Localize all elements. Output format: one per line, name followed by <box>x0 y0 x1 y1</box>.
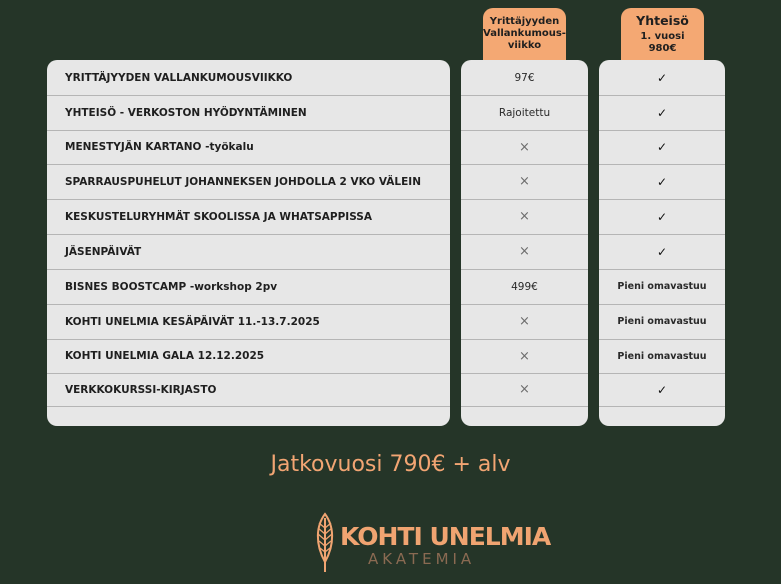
plan-community-price: 980€ <box>648 43 677 54</box>
plan-header-week <box>483 8 566 62</box>
community-plan-value: Pieni omavastuu <box>617 281 707 292</box>
feature-label: KOHTI UNELMIA GALA 12.12.2025 <box>65 350 265 362</box>
community-row <box>599 304 725 340</box>
feature-label: KOHTI UNELMIA KESÄPÄIVÄT 11.-13.7.2025 <box>65 315 320 328</box>
feature-label: MENESTYJÄN KARTANO -työkalu <box>65 141 254 153</box>
logo-name: KOHTI UNELMIA <box>340 522 551 551</box>
community-row <box>599 269 725 305</box>
feature-row <box>47 234 450 270</box>
cross-icon: × <box>519 209 530 224</box>
week-plan-value: 499€ <box>511 280 538 293</box>
plan-week-title-line-3: viikko <box>507 40 542 51</box>
week-row <box>461 304 588 340</box>
feature-label: SPARRAUSPUHELUT JOHANNEKSEN JOHDOLLA 2 VKO VÄLEIN <box>65 175 421 188</box>
community-row <box>599 373 725 407</box>
continuation-price: Jatkovuosi 790€ + alv <box>270 452 511 477</box>
week-plan-value: Rajoitettu <box>498 106 551 119</box>
week-row <box>461 339 588 374</box>
cross-icon: × <box>519 174 530 189</box>
feature-row <box>47 373 450 407</box>
week-row <box>461 234 588 270</box>
feature-label: JÄSENPÄIVÄT <box>65 245 142 258</box>
week-plan-value: 97€ <box>514 71 535 84</box>
feature-row <box>47 304 450 340</box>
week-row <box>461 95 588 131</box>
plan-community-subtitle-line-1: 1. vuosi <box>640 31 685 42</box>
community-row <box>599 164 725 200</box>
community-row <box>599 60 725 96</box>
week-row <box>461 164 588 200</box>
feature-row <box>47 60 450 96</box>
logo <box>312 512 551 576</box>
feature-row <box>47 199 450 235</box>
cross-icon: × <box>519 348 530 364</box>
community-row <box>599 199 725 235</box>
check-icon: ✓ <box>656 140 668 154</box>
feature-label: YHTEISÖ - VERKOSTON HYÖDYNTÄMINEN <box>65 106 307 119</box>
feature-column <box>47 60 450 426</box>
feature-row <box>47 164 450 200</box>
week-row <box>461 130 588 165</box>
week-row <box>461 60 588 96</box>
check-icon: ✓ <box>656 244 668 259</box>
plan-header-community <box>621 8 704 62</box>
week-plan-column <box>461 60 588 426</box>
community-plan-value: Pieni omavastuu <box>617 350 707 362</box>
week-row <box>461 269 588 305</box>
feature-label: KESKUSTELURYHMÄT SKOOLISSA JA WHATSAPPISSA <box>65 210 372 223</box>
logo-subtitle: AKATEMIA <box>368 550 476 568</box>
check-icon: ✓ <box>656 70 668 85</box>
plan-week-title-line-2: Vallankumous- <box>483 28 566 39</box>
check-icon: ✓ <box>656 209 668 224</box>
cross-icon: × <box>519 244 530 259</box>
cross-icon: × <box>519 382 530 397</box>
feature-row <box>47 269 450 305</box>
community-plan-column <box>599 60 725 426</box>
feature-row <box>47 95 450 131</box>
plan-week-title-line-1: Yrittäjyyden <box>489 16 560 27</box>
check-icon: ✓ <box>656 382 668 397</box>
feature-row <box>47 339 450 374</box>
feature-label: YRITTÄJYYDEN VALLANKUMOUSVIIKKO <box>65 71 293 84</box>
feature-label: BISNES BOOSTCAMP -workshop 2pv <box>65 280 278 293</box>
feature-label: VERKKOKURSSI-KIRJASTO <box>65 383 217 396</box>
week-row <box>461 373 588 407</box>
feature-row <box>47 130 450 165</box>
community-plan-value: Pieni omavastuu <box>617 316 707 327</box>
week-row <box>461 199 588 235</box>
week-row <box>461 406 588 426</box>
community-row <box>599 130 725 165</box>
plan-community-title: Yhteisö <box>636 13 689 28</box>
check-icon: ✓ <box>656 174 668 189</box>
community-row <box>599 406 725 426</box>
feather-icon <box>312 512 338 574</box>
feature-row <box>47 406 450 426</box>
community-row <box>599 234 725 270</box>
check-icon: ✓ <box>656 105 668 120</box>
community-row <box>599 339 725 374</box>
community-row <box>599 95 725 131</box>
cross-icon: × <box>519 139 530 155</box>
cross-icon: × <box>519 314 530 329</box>
